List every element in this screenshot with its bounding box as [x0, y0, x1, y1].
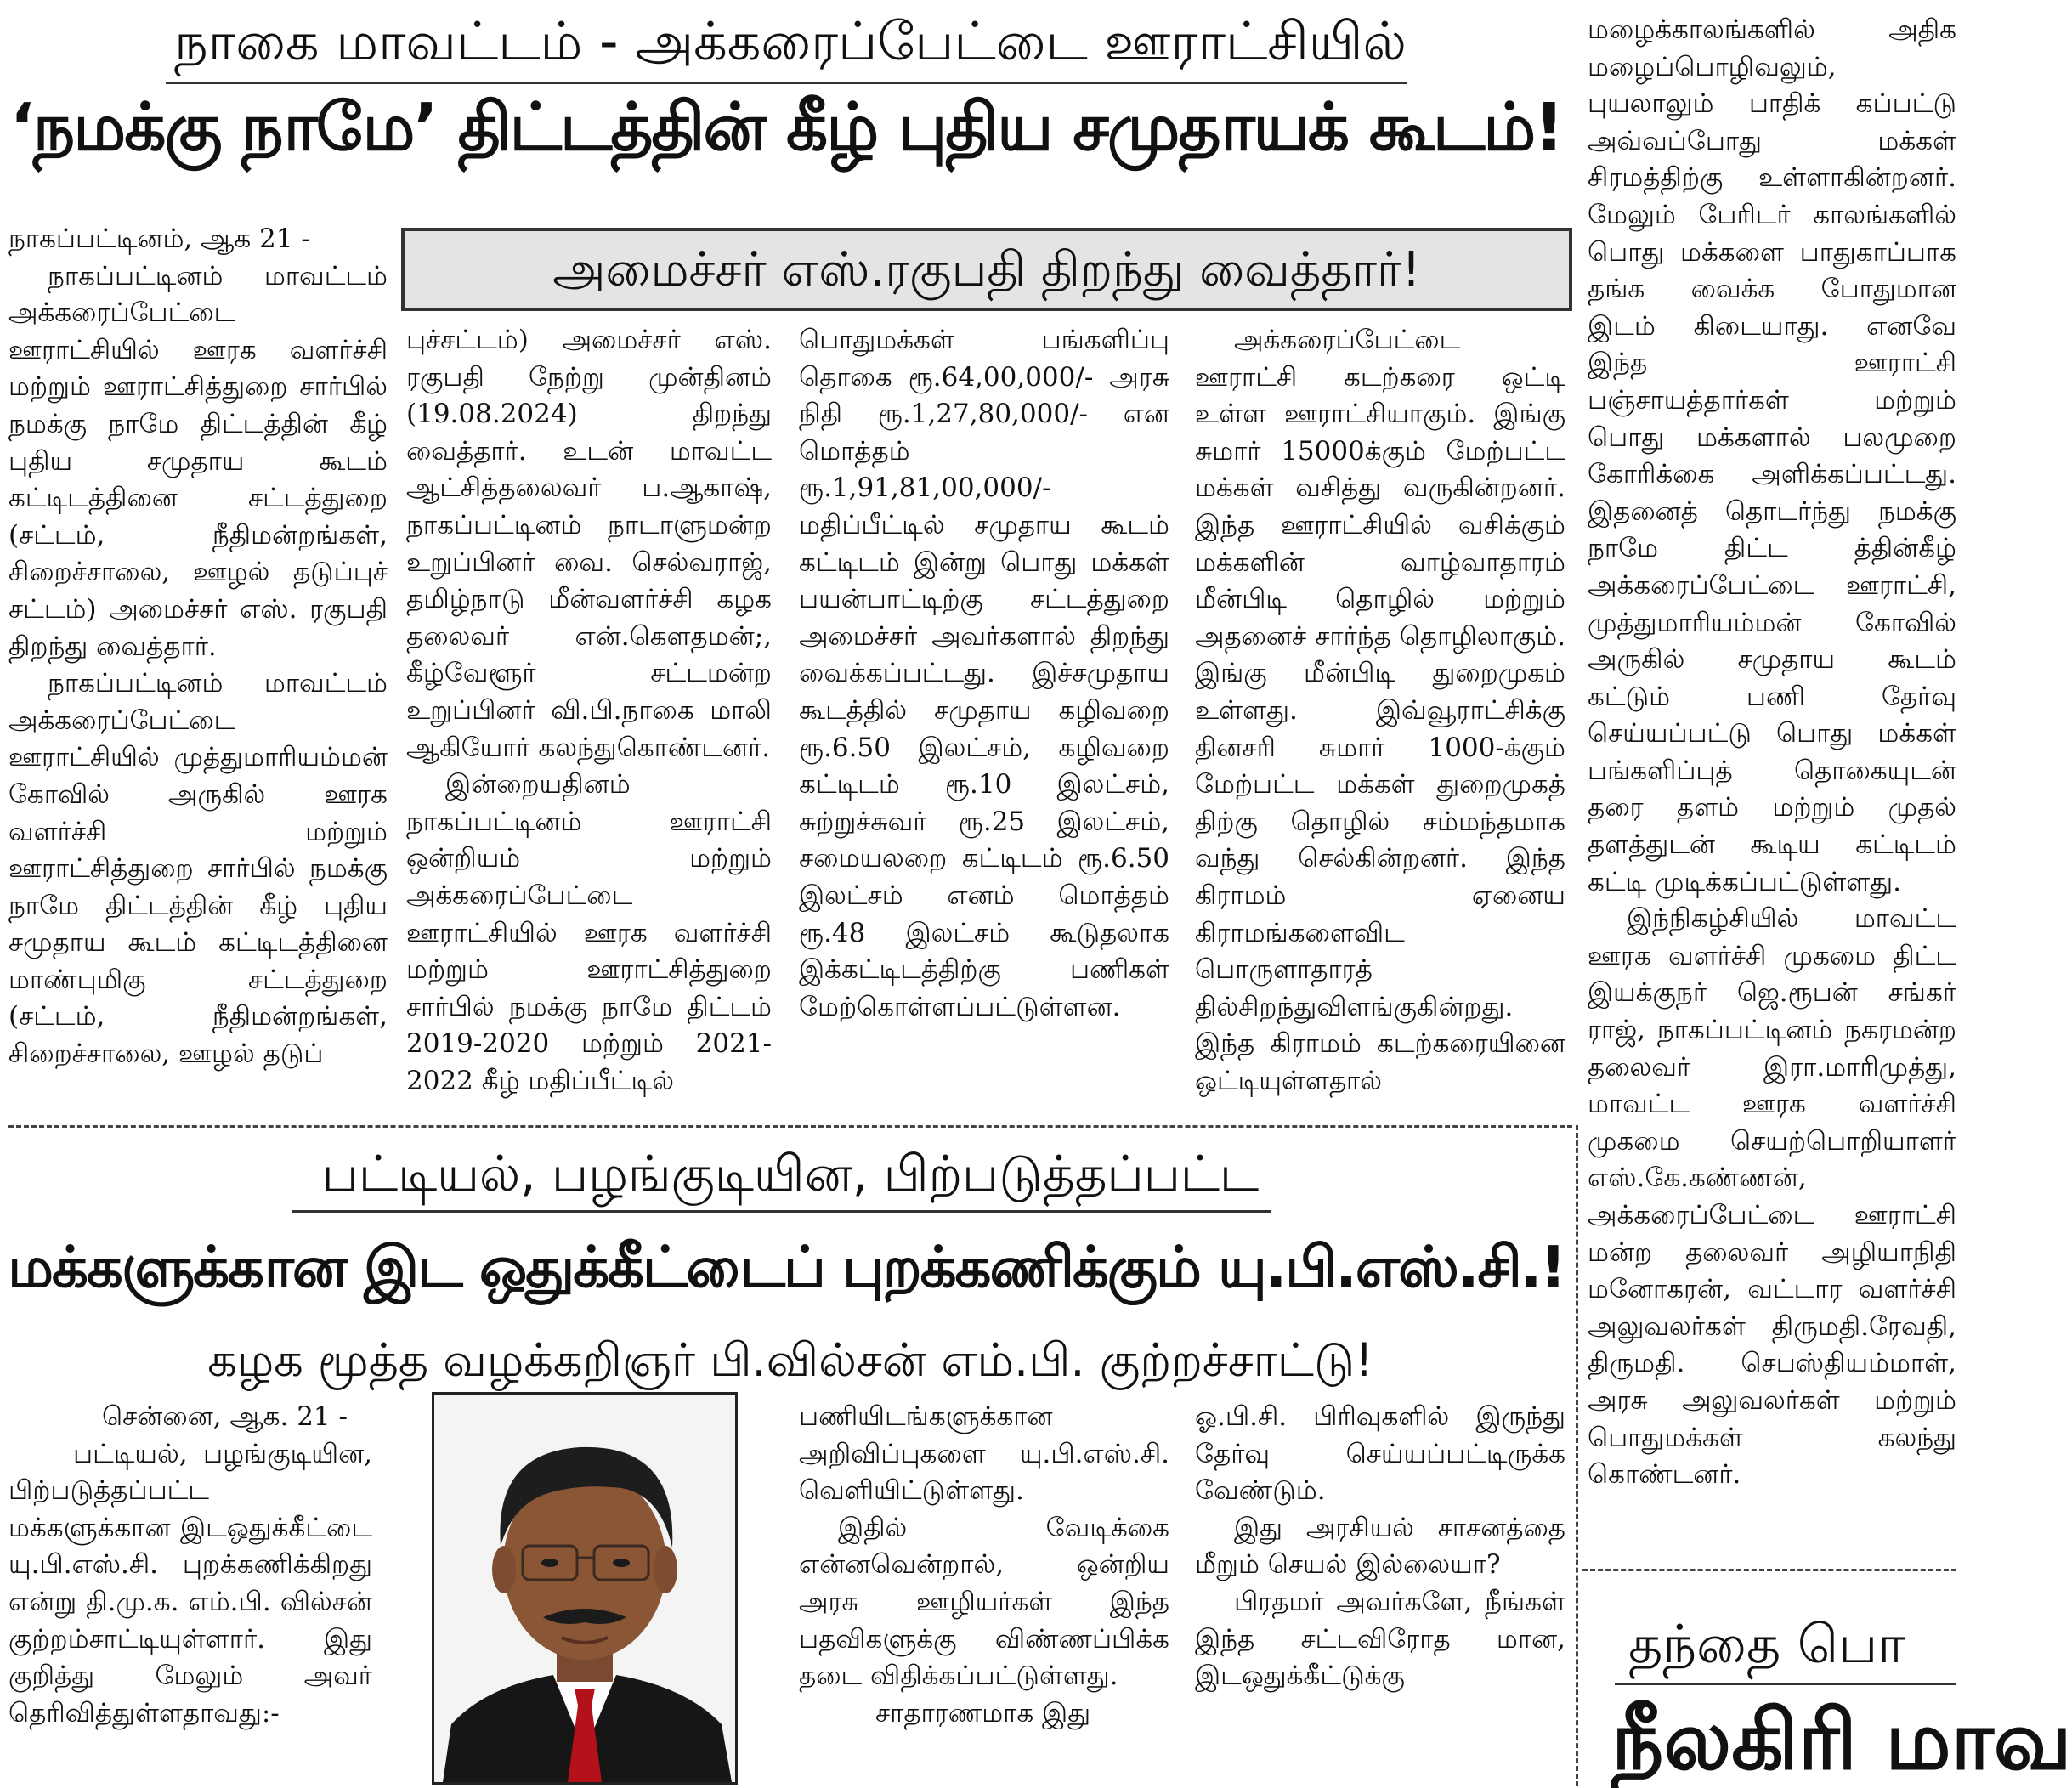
- story1-column-5: [1588, 12, 1956, 1494]
- story1-paragraph: நாகப்பட்டினம் மாவட்டம் அக்கரைப்பேட்டை ஊராட்சியில் முத்துமாரியம்மன் கோவில் அருகில் ஊரக வளர்ச்சி மற்றும் ஊராட்சித்துறை சார்பில் நமக்கு நாமே திட்டத்தின் கீழ் புதிய சமுதாய கூடம் கட்டிடத்தினை மாண்புமிகு சட்டத்துறை (சட்டம், நீதிமன்றங்கள், சிறைச்சாலை, ஊழல் தடுப்: [8, 668, 388, 1070]
- story2-paragraph: இதில் வேடிக்கை என்னவென்றால், ஒன்றிய அரசு ஊழியர்கள் இந்த பதவிகளுக்கு விண்ணப்பிக்க தடை விதிக்கப்பட்டுள்ளது.: [799, 1512, 1169, 1692]
- column-divider: [1576, 1125, 1578, 1786]
- story2-subhead: கழக மூத்த வழக்கறிஞர் பி.வில்சன் எம்.பி. குற்றச்சாட்டு!: [207, 1333, 1373, 1387]
- story2-paragraph: சாதாரணமாக இது: [875, 1697, 1091, 1729]
- kicker-underline: [166, 82, 1407, 84]
- story1-paragraph: இன்றையதினம் நாகப்பட்டினம் ஊராட்சி ஒன்றியம் மற்றும் அக்கரைப்பேட்டை ஊராட்சியில் ஊரக வளர்ச்சி மற்றும் ஊராட்சித்துறை சார்பில் நமக்கு நாமே திட்டம் 2019-2020 மற்றும் 2021-2022 கீழ் மதிப்பீட்டில்: [406, 769, 772, 1096]
- story2-paragraph: இது அரசியல் சாசனத்தை மீறும் செயல் இல்லையா?: [1195, 1512, 1565, 1581]
- story2-paragraph: பணியிடங்களுக்கான அறிவிப்புகளை யு.பி.எஸ்.சி. வெளியிட்டுள்ளது.: [799, 1401, 1169, 1507]
- story1-dateline: நாகப்பட்டினம், ஆக 21 -: [8, 224, 310, 254]
- story1-subhead-box: [401, 228, 1572, 311]
- story1-paragraph: நாகப்பட்டினம் மாவட்டம் அக்கரைப்பேட்டை ஊராட்சியில் ஊரக வளர்ச்சி மற்றும் ஊராட்சித்துறை சார்பில் நமக்கு நாமே திட்டத்தின் கீழ் புதிய சமுதாய கூடம் கட்டிடத்தினை சட்டத்துறை (சட்டம், நீதிமன்றங்கள், சிறைச்சாலை, ஊழல் தடுப்புச் சட்டம்) அமைச்சர் எஸ். ரகுபதி திறந்து வைத்தார்.: [8, 260, 388, 662]
- story2-dateline: சென்னை, ஆக. 21 -: [102, 1401, 348, 1432]
- story1-paragraph: பொதுமக்கள் பங்களிப்பு தொகை ரூ.64,00,000/- அரசு நிதி ரூ.1,27,80,000/- என மொத்தம் ரூ.1,91,81,00,000/- மதிப்பீட்டில் சமுதாய கூடம் கட்டிடம் இன்று பொது மக்கள் பயன்பாட்டிற்கு சட்டத்துறை அமைச்சர் அவர்களால் திறந்து வைக்கப்பட்டது. இச்சமுதாய கூடத்தில் சமுதாய கழிவறை ரூ.6.50 இலட்சம், கழிவறை கட்டிடம் ரூ.10 இலட்சம், சுற்றுச்சுவர் ரூ.25 இலட்சம், சமையலறை கட்டிடம் ரூ.6.50 இலட்சம் எனம் மொத்தம் ரூ.48 இலட்சம் கூடுதலாக இக்கட்டிடத்திற்கு பணிகள் மேற்கொள்ளப்பட்டுள்ளன.: [799, 325, 1169, 1022]
- story2-paragraph: ஓ.பி.சி. பிரிவுகளில் இருந்து தேர்வு செய்யப்பட்டிருக்க வேண்டும்.: [1195, 1401, 1565, 1507]
- story2-kicker: பட்டியல், பழங்குடியின, பிற்படுத்தப்பட்ட: [321, 1145, 1260, 1202]
- story1-paragraph: மழைக்காலங்களில் அதிக மழைப்பொழிவலும், புயலாலும் பாதிக் கப்பட்டு அவ்வப்போது மக்கள் சிரமத்திற்கு உள்ளாகின்றனர். மேலும் பேரிடர் காலங்களில் பொது மக்களை பாதுகாப்பாக தங்க வைக்க போதுமான இடம் கிடையாது. எனவே இந்த ஊராட்சி பஞ்சாயத்தார்கள் மற்றும் பொது மக்களால் பலமுறை கோரிக்கை அளிக்கப்பட்டது. இதனைத் தொடர்ந்து நமக்கு நாமே திட்ட த்தின்கீழ் அக்கரைப்பேட்டை ஊராட்சி, முத்துமாரியம்மன் கோவில் அருகில் சமுதாய கூடம் கட்டும் பணி தேர்வு செய்யப்பட்டு பொது மக்கள் பங்களிப்புத் தொகையுடன் தரை தளம் மற்றும் முதல் தளத்துடன் கூடிய கட்டிடம் கட்டி முடிக்கப்பட்டுள்ளது.: [1588, 14, 1956, 897]
- author-photo: [432, 1392, 738, 1785]
- story1-headline: ‘நமக்கு நாமே’ திட்டத்தின் கீழ் புதிய சமுதாயக் கூடம்!: [9, 90, 1563, 166]
- story1-kicker: நாகை மாவட்டம் - அக்கரைப்பேட்டை ஊராட்சியில்: [174, 10, 1407, 72]
- story1-paragraph: புச்சட்டம்) அமைச்சர் எஸ். ரகுபதி நேற்று முன்தினம் (19.08.2024) திறந்து வைத்தார். உடன் மாவட்ட ஆட்சித்தலைவர் ப.ஆகாஷ், நாகப்பட்டினம் நாடாளுமன்ற உறுப்பினர் வை. செல்வராஜ், தமிழ்நாடு மீன்வளர்ச்சி கழக தலைவர் என்.கௌதமன்;, கீழ்வேளூர் சட்டமன்ற உறுப்பினர் வி.பி.நாகை மாலி ஆகியோர் கலந்துகொண்டனர்.: [406, 325, 772, 763]
- story2-column-1: [8, 1399, 372, 1732]
- story1-column-1: [8, 221, 388, 1073]
- story1-paragraph: அக்கரைப்பேட்டை ஊராட்சி கடற்கரை ஒட்டி உள்ள ஊராட்சியாகும். இங்கு சுமார் 15000க்கும் மேற்பட்ட மக்கள் வசித்து வருகின்றனர். இந்த ஊராட்சியில் வசிக்கும் மக்களின் வாழ்வாதாரம் மீன்பிடி தொழில் மற்றும் அதனைச் சார்ந்த தொழிலாகும். இங்கு மீன்பிடி துறைமுகம் உள்ளது. இவ்வூராட்சிக்கு தினசரி சுமார் 1000-க்கும் மேற்பட்ட மக்கள் துறைமுகத் திற்கு தொழில் சம்மந்தமாக வந்து செல்கின்றனர். இந்த கிராமம் ஏனைய கிராமங்களைவிட பொருளாதாரத் தில்சிறந்துவிளங்குகின்றது. இந்த கிராமம் கடற்கரையினை ஒட்டியுள்ளதால்: [1195, 325, 1565, 1096]
- kicker-underline: [1615, 1683, 1956, 1685]
- section-divider: [8, 1125, 1572, 1128]
- story2-column-3: [1195, 1399, 1565, 1695]
- section-divider: [1582, 1569, 1956, 1571]
- story2-headline: மக்களுக்கான இட ஒதுக்கீட்டைப் புறக்கணிக்கும் யு.பி.எஸ்.சி.!: [8, 1234, 1565, 1300]
- story1-subhead: அமைச்சர் எஸ்.ரகுபதி திறந்து வைத்தார்!: [552, 242, 1421, 297]
- story2-paragraph: பட்டியல், பழங்குடியின, பிற்படுத்தப்பட்ட மக்களுக்கான இடஒதுக்கீட்டை யு.பி.எஸ்.சி. புறக்கணிக்கிறது என்று தி.மு.க. எம்.பி. வில்சன் குற்றம்சாட்டியுள்ளார். இது குறித்து மேலும் அவர் தெரிவித்துள்ளதாவது:-: [8, 1438, 372, 1729]
- story1-paragraph: இந்நிகழ்சியில் மாவட்ட ஊரக வளர்ச்சி முகமை திட்ட இயக்குநர் ஜெ.ரூபன் சங்கர் ராஜ், நாகப்பட்டினம் நகரமன்ற தலைவர் இரா.மாரிமுத்து, மாவட்ட ஊரக வளர்ச்சி முகமை செயற்பொறியாளர் எஸ்.கே.கண்ணன், அக்கரைப்பேட்டை ஊராட்சி மன்ற தலைவர் அழியாநிதி மனோகரன், வட்டார வளர்ச்சி அலுவலர்கள் திருமதி.ரேவதி, திருமதி. செபஸ்தியம்மாள், அரசு அலுவலர்கள் மற்றும் பொதுமக்கள் கலந்து கொண்டனர்.: [1588, 903, 1956, 1491]
- story3-kicker: தந்தை பொ: [1628, 1613, 1905, 1675]
- story1-column-2: [406, 322, 772, 1100]
- portrait-image: [434, 1395, 735, 1782]
- story3-headline: நீலகிரி மாவ: [1611, 1693, 2072, 1788]
- story2-column-2: [799, 1399, 1169, 1732]
- story2-paragraph: பிரதமர் அவர்களே, நீங்கள் இந்த சட்டவிரோத மான, இடஒதுக்கீட்டுக்கு: [1195, 1586, 1565, 1692]
- story1-column-3: [799, 322, 1169, 1026]
- kicker-underline: [292, 1210, 1271, 1213]
- story1-column-4: [1195, 322, 1565, 1100]
